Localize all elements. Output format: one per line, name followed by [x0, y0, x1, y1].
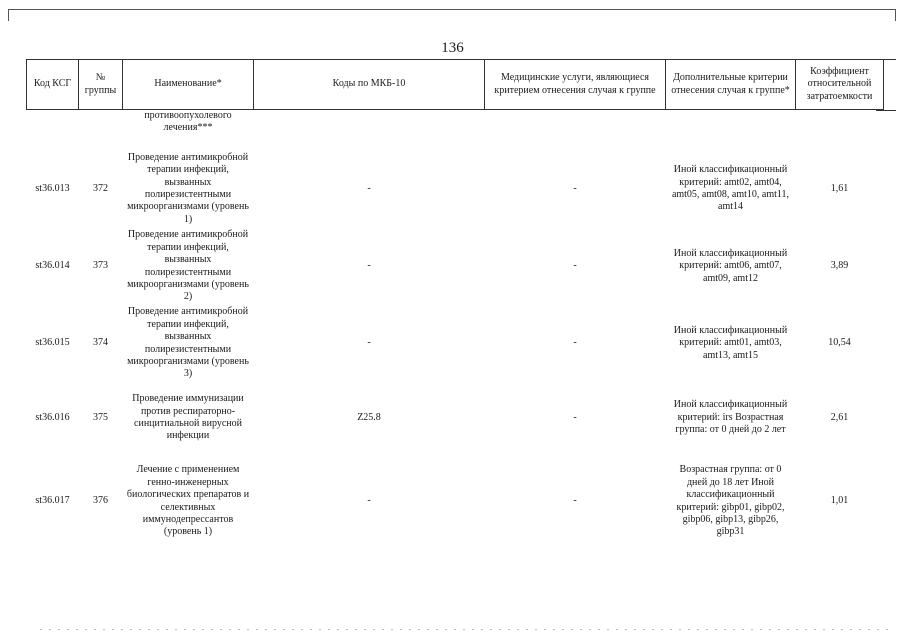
header-name: Наименование*	[123, 60, 254, 110]
row-criteria: Иной классификационный критерий: amt06, amt07, amt09, amt12	[673, 247, 788, 284]
row-code: st36.016	[35, 411, 70, 423]
row-services: -	[573, 411, 577, 423]
row-criteria: Возрастная группа: от 0 дней до 18 лет Иной классификационный критерий: gibp01, gibp02, gibp06, gibp13, gibp26, gibp31	[676, 464, 785, 538]
row-criteria: Иной классификационный критерий: amt02, amt04, amt05, amt08, amt10, amt11, amt14	[671, 164, 790, 213]
continuation-text: противоопухолевого лечения***	[144, 110, 232, 134]
scan-bottom-noise	[40, 629, 890, 630]
page-left-tick	[8, 9, 9, 21]
row-coef: 2,61	[830, 411, 849, 423]
row-coef: 1,61	[830, 182, 849, 194]
row-name: Лечение с применением генно-инженерных биологических препаратов и селективных иммунодепрессантов (уровень 1)	[126, 464, 250, 538]
table-header-row	[27, 60, 884, 110]
row-code: st36.017	[35, 495, 70, 507]
row-criteria: Иной классификационный критерий: amt01, amt03, amt13, amt15	[673, 324, 788, 361]
page-right-tick	[895, 9, 896, 21]
row-group: 376	[93, 495, 108, 507]
table-right-stub	[876, 59, 896, 111]
row-code: st36.013	[35, 182, 70, 194]
ksg-table	[26, 59, 884, 549]
table-row	[27, 382, 884, 454]
continuation-row	[27, 110, 884, 151]
row-mkb: Z25.8	[357, 411, 381, 423]
page-number: 136	[441, 40, 464, 56]
row-mkb: -	[367, 495, 371, 507]
row-group: 373	[93, 260, 108, 272]
row-services: -	[573, 182, 577, 194]
row-group: 375	[93, 411, 108, 423]
row-group: 374	[93, 337, 108, 349]
row-mkb: -	[367, 337, 371, 349]
row-mkb: -	[367, 182, 371, 194]
row-code: st36.015	[35, 337, 70, 349]
table-row	[27, 150, 884, 228]
table-row	[27, 454, 884, 549]
row-name: Проведение антимикробной терапии инфекций, вызванных полирезистентными микроорганизмами (уровень 1)	[127, 151, 249, 225]
header-criteria: Дополнительные критерии отнесения случая к группе*	[666, 60, 796, 110]
row-group: 372	[93, 182, 108, 194]
row-criteria: Иной классификационный критерий: irs Возрастная группа: от 0 дней до 2 лет	[673, 399, 788, 436]
row-name: Проведение антимикробной терапии инфекций, вызванных полирезистентными микроорганизмами (уровень 3)	[127, 306, 249, 380]
row-coef: 1,01	[830, 495, 849, 507]
row-coef: 10,54	[828, 337, 851, 349]
row-code: st36.014	[35, 260, 70, 272]
row-services: -	[573, 337, 577, 349]
header-mkb: Коды по МКБ-10	[254, 60, 485, 110]
header-services: Медицинские услуги, являющиеся критерием отнесения случая к группе	[485, 60, 666, 110]
row-services: -	[573, 495, 577, 507]
header-coef: Коэффициент относительной затратоемкости	[796, 60, 884, 110]
table-row	[27, 305, 884, 382]
page-top-border	[8, 9, 896, 10]
row-name: Проведение антимикробной терапии инфекций, вызванных полирезистентными микроорганизмами (уровень 2)	[127, 229, 249, 303]
row-mkb: -	[367, 260, 371, 272]
row-name: Проведение иммунизации против респираторно-синцитиальной вирусной инфекции	[132, 393, 244, 442]
row-services: -	[573, 260, 577, 272]
row-coef: 3,89	[830, 260, 849, 272]
header-group: № группы	[79, 60, 123, 110]
header-code: Код КСГ	[27, 60, 79, 110]
table-row	[27, 228, 884, 305]
